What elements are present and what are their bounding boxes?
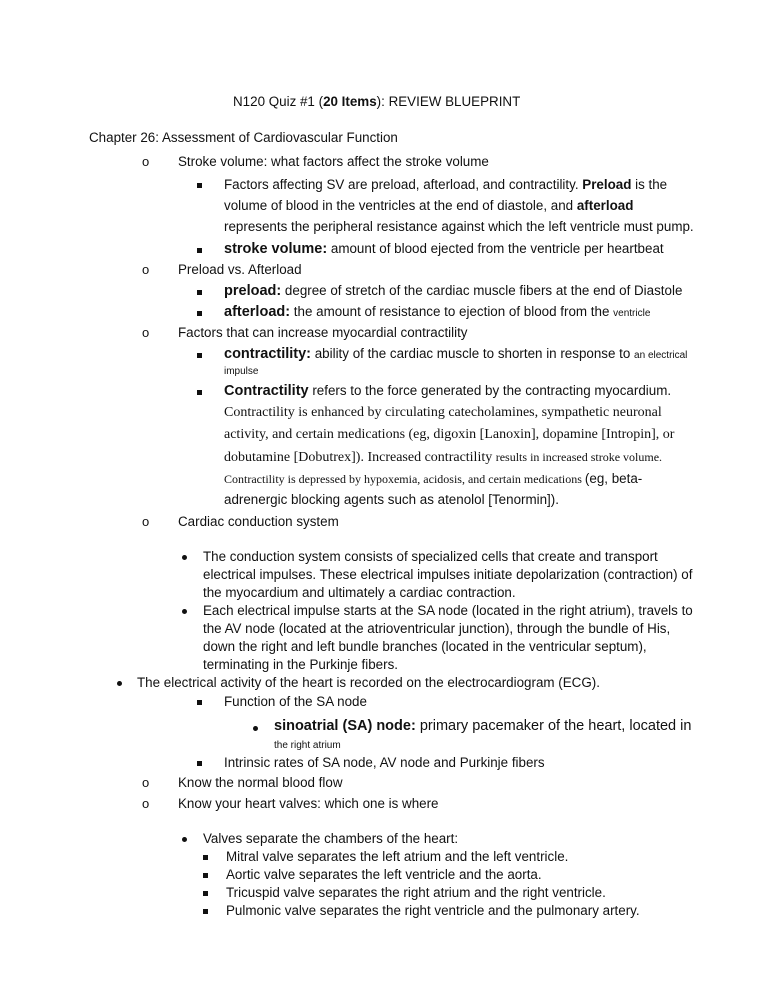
valve-item: Aortic valve separates the left ventricle and the aorta. [226,867,542,882]
sv-paragraph-line: Factors affecting SV are preload, afterload, and contractility. Preload is the [224,177,668,192]
square-bullet [197,311,202,316]
square-bullet [197,353,202,358]
ccs-paragraph-line: The conduction system consists of specialized cells that create and transport [203,549,658,564]
square-bullet [197,248,202,253]
round-bullet [253,726,258,731]
valve-item: Mitral valve separates the left atrium and the left ventricle. [226,849,569,864]
round-bullet [182,555,187,560]
square-bullet [197,290,202,295]
circle-bullet: o [142,325,150,340]
square-bullet [197,761,202,766]
square-bullet [203,891,208,896]
sv-heading: Stroke volume: what factors affect the stroke volume [178,154,489,169]
intrinsic-rates: Intrinsic rates of SA node, AV node and Purkinje fibers [224,755,545,770]
afterload-definition: afterload: the amount of resistance to ejection of blood from the ventricle [224,304,651,320]
sa-node-definition: sinoatrial (SA) node: primary pacemaker of the heart, located in [274,718,692,734]
square-bullet [203,909,208,914]
circle-bullet: o [142,262,150,277]
contractility-definition-cont: impulse [224,366,259,377]
ccs-heading: Cardiac conduction system [178,514,339,529]
contractility-paragraph-line: dobutamine [Dobutrex]). Increased contractility results in increased stroke volume. [224,450,663,465]
contractility-definition: contractility: ability of the cardiac muscle to shorten in response to an electrical [224,346,688,362]
round-bullet [117,681,122,686]
valves-intro: Valves separate the chambers of the heart: [203,831,459,846]
chapter-heading: Chapter 26: Assessment of Cardiovascular Function [89,130,398,145]
round-bullet [182,837,187,842]
ccs-paragraph-line: electrical impulses. These electrical impulses initiate depolarization (contraction) of [203,567,693,582]
document-title: N120 Quiz #1 (20 Items): REVIEW BLUEPRINT [233,94,521,109]
square-bullet [203,855,208,860]
mc-heading: Factors that can increase myocardial contractility [178,325,468,340]
contractility-paragraph-line: Contractility is depressed by hypoxemia, acidosis, and certain medications (eg, beta- [224,471,643,486]
square-bullet [197,390,202,395]
valve-item: Tricuspid valve separates the right atrium and the right ventricle. [226,885,606,900]
ccs-paragraph-line: the myocardium and ultimately a cardiac contraction. [203,585,516,600]
ccs-paragraph-line: terminating in the Purkinje fibers. [203,657,399,672]
contractility-paragraph-line: activity, and certain medications (eg, digoxin [Lanoxin], dopamine [Intropin], or [224,427,675,442]
square-bullet [197,183,202,188]
circle-bullet: o [142,775,150,790]
sa-function-heading: Function of the SA node [224,694,367,709]
circle-bullet: o [142,796,150,811]
sv-paragraph-line: volume of blood in the ventricles at the end of diastole, and afterload [224,198,634,213]
blood-flow-heading: Know the normal blood flow [178,775,343,790]
sa-node-definition-cont: the right atrium [274,740,341,751]
ecg-line: The electrical activity of the heart is recorded on the electrocardiogram (ECG). [137,675,600,690]
pa-heading: Preload vs. Afterload [178,262,302,277]
preload-definition: preload: degree of stretch of the cardiac muscle fibers at the end of Diastole [224,283,683,299]
contractility-paragraph-line: Contractility refers to the force generated by the contracting myocardium. [224,383,672,399]
sv-definition: stroke volume: amount of blood ejected from the ventricle per heartbeat [224,241,664,257]
square-bullet [197,700,202,705]
sv-paragraph-line: represents the peripheral resistance against which the left ventricle must pump. [224,219,694,234]
valve-item: Pulmonic valve separates the right ventricle and the pulmonary artery. [226,903,640,918]
ccs-paragraph-line: the AV node (located at the atrioventricular junction), through the bundle of His, [203,621,671,636]
ccs-paragraph-line: down the right and left bundle branches (located in the ventricular septum), [203,639,647,654]
circle-bullet: o [142,154,150,169]
contractility-paragraph-line: adrenergic blocking agents such as atenolol [Tenormin]). [224,492,559,507]
ccs-paragraph-line: Each electrical impulse starts at the SA node (located in the right atrium), travels to [203,603,693,618]
contractility-paragraph-line: Contractility is enhanced by circulating catecholamines, sympathetic neuronal [224,405,662,420]
circle-bullet: o [142,514,150,529]
round-bullet [182,609,187,614]
valves-heading: Know your heart valves: which one is where [178,796,439,811]
square-bullet [203,873,208,878]
